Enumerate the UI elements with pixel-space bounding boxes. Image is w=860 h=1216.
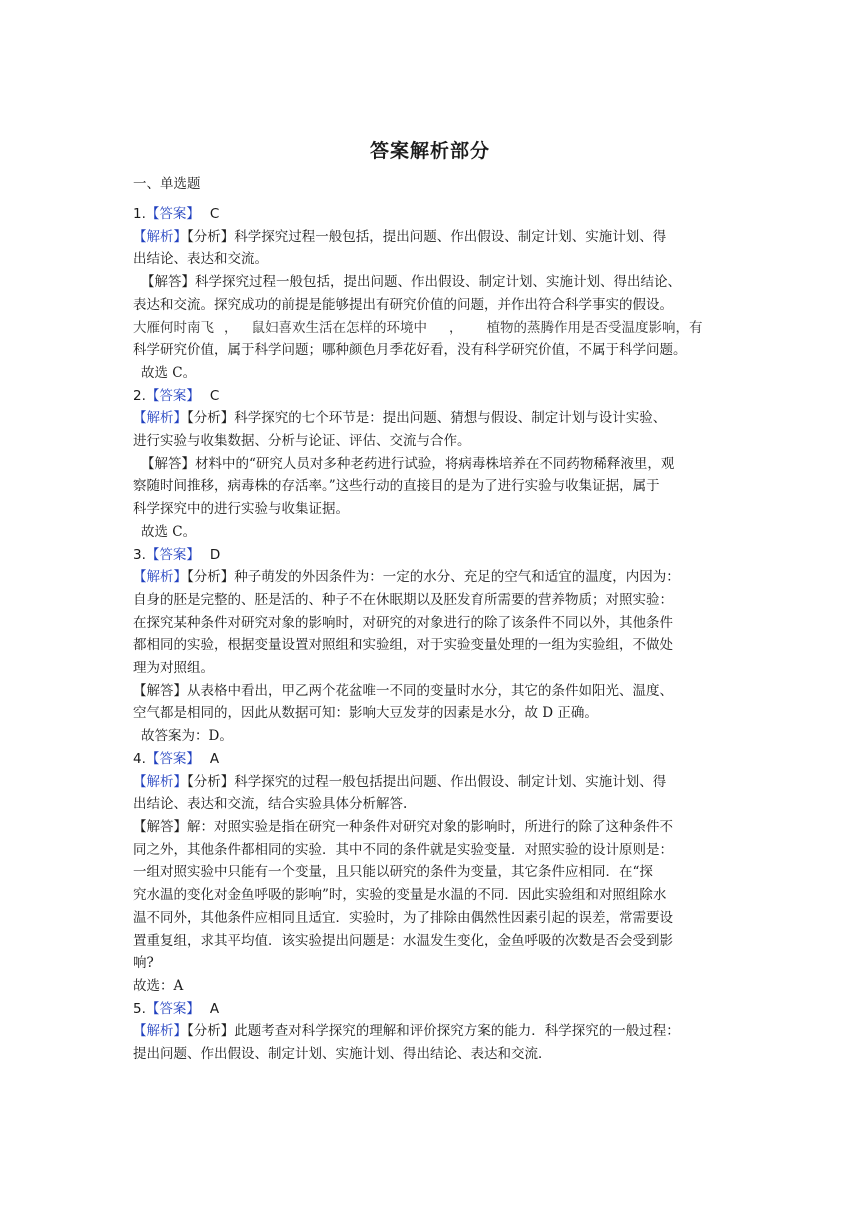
analysis-line: 【解析】【分析】科学探究的过程一般包括提出问题、作出假设、制定计划、实施计划、得 [133, 773, 667, 790]
page-title: 答案解析部分 [369, 140, 490, 162]
answer-value: C [209, 206, 220, 222]
conclusion-line: 故答案为：D。 [141, 728, 233, 745]
answer-line: 1.【答案】 C [133, 206, 220, 222]
section-heading: 一、单选题 [133, 176, 201, 192]
analysis-line: 【解析】【分析】科学探究过程一般包括，提出问题、作出假设、制定计划、实施计划、得 [133, 228, 667, 245]
text-line: 【解答】材料中的“研究人员对多种老药进行试验，将病毒株培养在不同药物稀释液里，观 [141, 455, 675, 472]
text-line: 表达和交流。探究成功的前提是能够提出有研究价值的问题，并作出符合科学事实的假设。 [133, 296, 673, 313]
analysis-tag: 【解析】 [133, 1023, 187, 1040]
answer-value: C [209, 387, 220, 404]
text-line: 【解答】解：对照实验是指在研究一种条件对研究对象的影响时，所进行的除了这种条件不 [133, 818, 673, 835]
text-line: 同之外，其他条件都相同的实验．其中不同的条件就是实验变量．对照实验的设计原则是： [133, 841, 673, 858]
text-line: 究水温的变化对金鱼呼吸的影响”时，实验的变量是水温的不同．因此实验组和对照组除水 [133, 887, 667, 904]
question-2 [133, 385, 731, 544]
question-4 [133, 748, 731, 998]
question-3 [133, 544, 731, 748]
text-line: 察随时间推移，病毒株的存活率。”这些行动的直接目的是为了进行实验与收集证据，属于 [133, 478, 660, 495]
text-line: 出结论、表达和交流，结合实验具体分析解答. [133, 796, 408, 813]
text-line: 出结论、表达和交流。 [133, 251, 268, 268]
text-line: 进行实验与收集数据、分析与论证、评估、交流与合作。 [133, 433, 471, 450]
answer-line: 5.【答案】 A [133, 1000, 220, 1017]
question-5 [133, 998, 731, 1066]
analysis-line: 【解析】【分析】科学探究的七个环节是：提出问题、猜想与假设、制定计划与设计实验、 [133, 410, 667, 427]
text-line: 一组对照实验中只能有一个变量，且只能以研究的条件为变量，其它条件应相同．在“探 [133, 864, 653, 881]
analysis-tag: 【解析】 [133, 228, 187, 245]
text-line: 置重复组，求其平均值．该实验提出问题是：水温发生变化，金鱼呼吸的次数是否会受到影 [133, 932, 673, 949]
question-1 [133, 203, 731, 385]
text-line: 【解答】从表格中看出，甲乙两个花盆唯一不同的变量时水分，其它的条件如阳光、温度、 [133, 682, 673, 699]
conclusion-line: 故选 C。 [141, 523, 197, 540]
text-line: 科学探究中的进行实验与收集证据。 [133, 501, 349, 518]
text-line: 大雁何时南飞 ， 鼠妇喜欢生活在怎样的环境中 ， 植物的蒸腾作用是否受温度影响，有 [133, 319, 703, 336]
answer-value: A [209, 750, 220, 767]
answer-line: 3.【答案】 D [133, 546, 221, 563]
answer-tag: 【答案】 [145, 546, 200, 563]
text-line: 科学研究价值，属于科学问题；哪种颜色月季花好看，没有科学研究价值，不属于科学问题。 [133, 342, 687, 359]
answer-line: 2.【答案】 C [133, 387, 220, 404]
analysis-line: 【解析】【分析】种子萌发的外因条件为：一定的水分、充足的空气和适宜的温度，内因为： [133, 569, 680, 586]
answer-content [133, 173, 731, 1066]
answer-tag: 【答案】 [145, 750, 200, 767]
text-line: 【解答】科学探究过程一般包括，提出问题、作出假设、制定计划、实施计划、得出结论、 [141, 274, 681, 291]
analysis-tag: 【解析】 [133, 410, 187, 427]
answer-line: 4.【答案】 A [133, 750, 220, 767]
text-line: 自身的胚是完整的、胚是活的、种子不在休眠期以及胚发育所需要的营养物质；对照实验： [133, 591, 673, 608]
analysis-tag: 【解析】 [133, 569, 187, 586]
text-line: 温不同外，其他条件应相同且适宜．实验时，为了排除由偶然性因素引起的误差，常需要设 [133, 909, 673, 926]
answer-tag: 【答案】 [145, 1000, 200, 1017]
text-line: 响? [133, 955, 154, 972]
text-line: 在探究某种条件对研究对象的影响时，对研究的对象进行的除了该条件不同以外，其他条件 [133, 614, 673, 631]
text-line: 空气都是相同的，因此从数据可知：影响大豆发芽的因素是水分，故 D 正确。 [133, 705, 598, 722]
answer-tag: 【答案】 [145, 387, 200, 404]
text-line: 提出问题、作出假设、制定计划、实施计划、得出结论、表达和交流． [133, 1046, 552, 1063]
answer-value: A [209, 1000, 220, 1017]
text-line: 理为对照组。 [133, 660, 214, 677]
conclusion-line: 故选 C。 [141, 364, 197, 381]
conclusion-line: 故选：A [133, 977, 184, 994]
analysis-line: 【解析】【分析】此题考查对科学探究的理解和评价探究方案的能力．科学探究的一般过程： [133, 1023, 680, 1040]
analysis-tag: 【解析】 [133, 773, 187, 790]
text-line: 都相同的实验，根据变量设置对照组和实验组，对于实验变量处理的一组为实验组，不做处 [133, 637, 673, 654]
answer-tag: 【答案】 [145, 206, 200, 222]
answer-value: D [209, 546, 221, 563]
